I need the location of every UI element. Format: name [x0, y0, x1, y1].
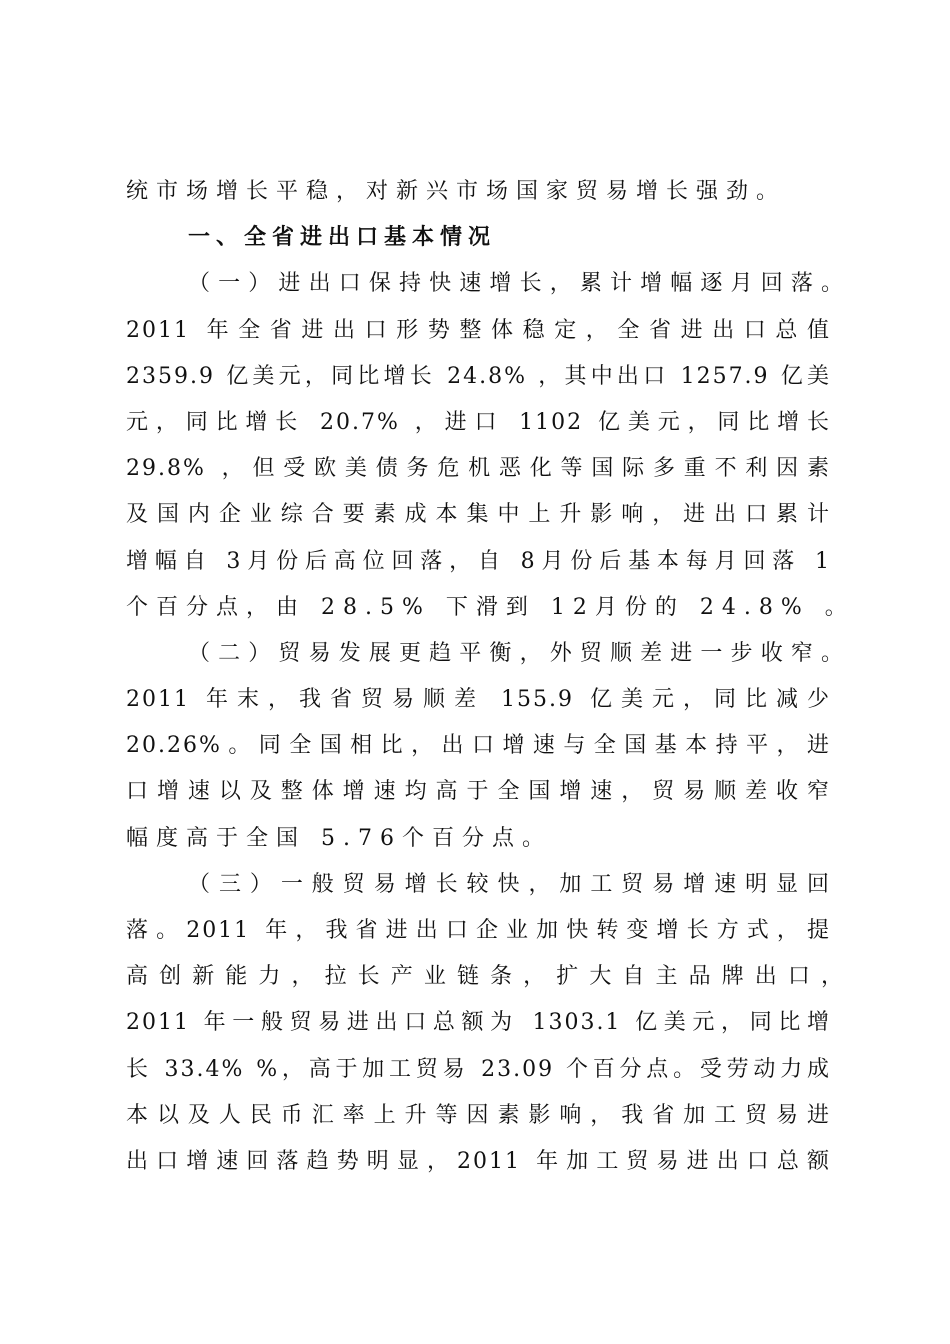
- section-heading: 一、全省进出口基本情况: [188, 225, 497, 251]
- text-line: 口增速以及整体增速均高于全国增速，贸易顺差收窄: [126, 779, 831, 805]
- text-line: 2359.9 亿美元，同比增长 24.8% ，其中出口 1257.9 亿美: [126, 363, 831, 389]
- subsection-heading: （一）进出口保持快速增长，累计增幅逐月回落。: [188, 271, 845, 297]
- text-line: 2011 年末，我省贸易顺差 155.9 亿美元，同比减少: [126, 687, 831, 713]
- text-line: 增幅自 3月份后高位回落，自 8月份后基本每月回落 1: [126, 548, 831, 574]
- subsection-heading: （二）贸易发展更趋平衡，外贸顺差进一步收窄。: [188, 640, 845, 666]
- text-line: 2011 年一般贸易进出口总额为 1303.1 亿美元，同比增: [126, 1010, 831, 1036]
- text-line: 幅度高于全国 5.76个百分点。: [126, 825, 552, 851]
- text-line: 20.26%。同全国相比，出口增速与全国基本持平，进: [126, 733, 831, 759]
- text-line: 出口增速回落趋势明显，2011 年加工贸易进出口总额: [126, 1148, 831, 1174]
- text-line: 落。2011 年，我省进出口企业加快转变增长方式，提: [126, 918, 831, 943]
- text-line: 元，同比增长 20.7% ，进口 1102 亿美元，同比增长: [126, 409, 831, 435]
- text-line: 长 33.4% %，高于加工贸易 23.09 个百分点。受劳动力成: [126, 1056, 831, 1082]
- text-line: 2011 年全省进出口形势整体稳定，全省进出口总值: [126, 317, 831, 343]
- text-line: 本以及人民币汇率上升等因素影响，我省加工贸易进: [126, 1102, 831, 1128]
- text-line: 个百分点，由 28.5% 下滑到 12月份的 24.8% 。: [126, 594, 855, 620]
- text-line: 29.8% ，但受欧美债务危机恶化等国际多重不利因素: [126, 456, 831, 482]
- subsection-heading: （三）一般贸易增长较快，加工贸易增速明显回: [188, 871, 831, 897]
- text-line: 统市场增长平稳，对新兴市场国家贸易增长强劲。: [126, 179, 787, 204]
- text-line: 及国内企业综合要素成本集中上升影响，进出口累计: [126, 502, 831, 528]
- document-body: [126, 169, 855, 1185]
- text-line: 高创新能力，拉长产业链条，扩大自主品牌出口，: [126, 964, 845, 990]
